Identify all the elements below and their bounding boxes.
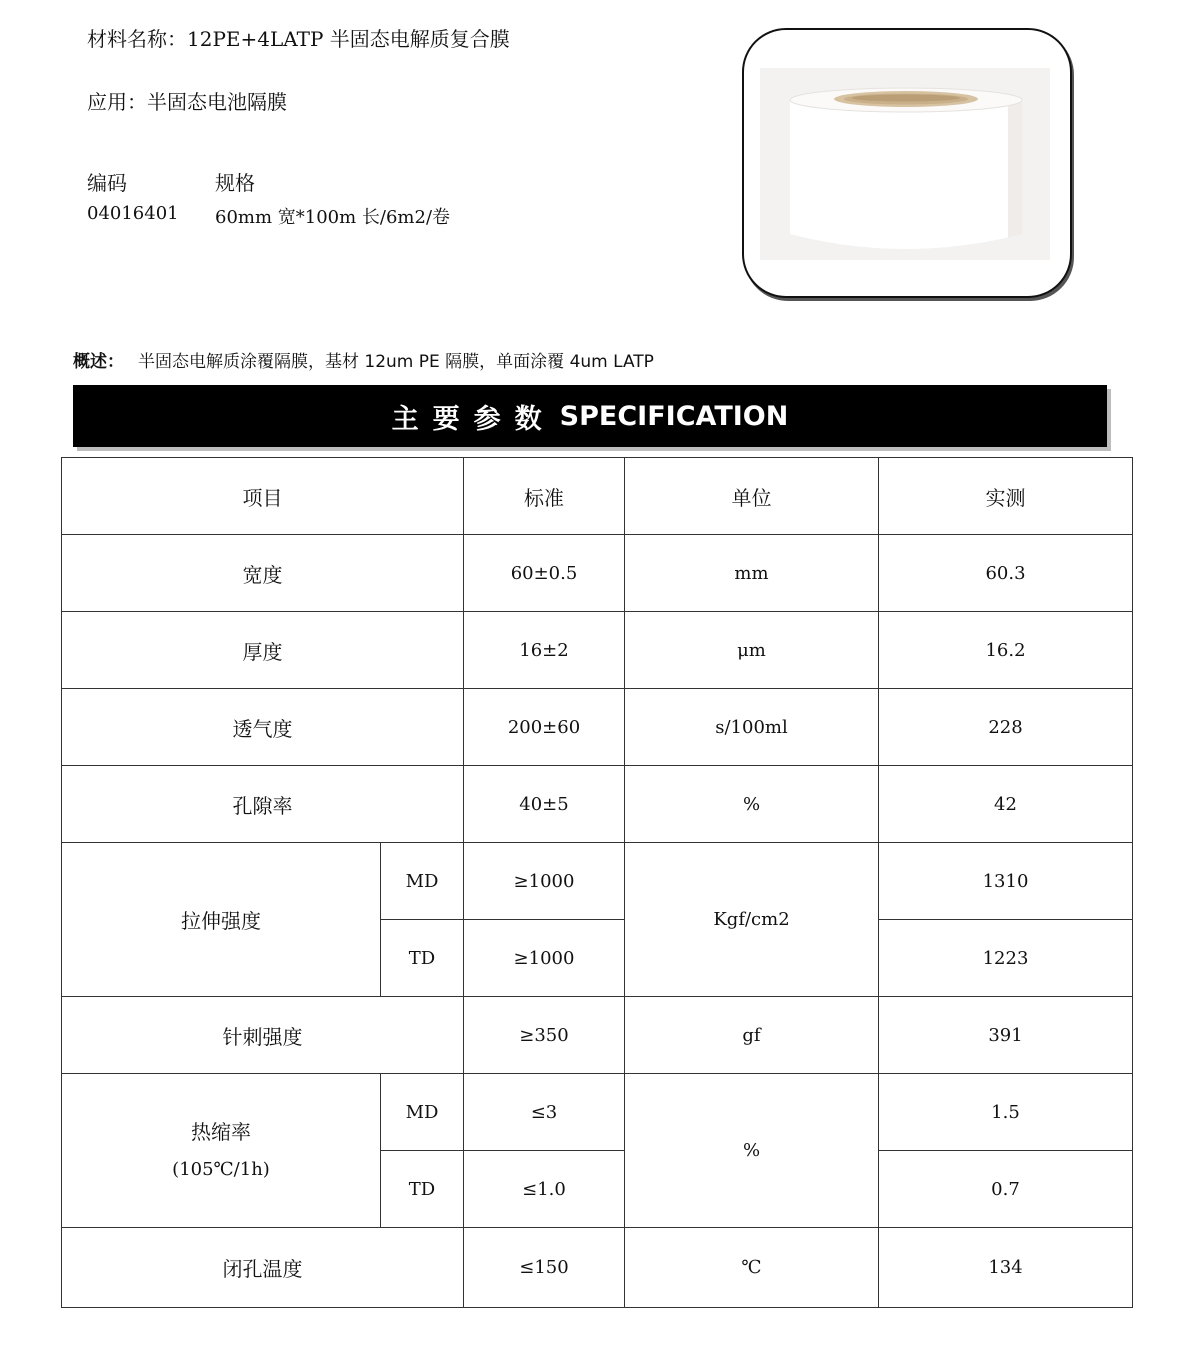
specification-banner: [73, 385, 1107, 447]
standard-cell: 60±0.5: [464, 535, 625, 612]
direction-cell: TD: [381, 920, 464, 997]
standard-cell: ≥1000: [464, 843, 625, 920]
shrinkage-label: 热缩率: [191, 1119, 251, 1144]
table-row-thickness: [62, 612, 1133, 689]
unit-cell: mm: [625, 535, 879, 612]
material-label: 材料名称：: [87, 27, 187, 51]
spec-label: 规格: [215, 171, 255, 195]
application-label: 应用：: [87, 90, 147, 114]
item-cell: 孔隙率: [62, 766, 464, 843]
measured-cell: 60.3: [879, 535, 1133, 612]
table-row-width: [62, 535, 1133, 612]
table-row-porosity: [62, 766, 1133, 843]
direction-cell: MD: [381, 1074, 464, 1151]
header-item: 项目: [62, 458, 464, 535]
spec-value: 60mm 宽*100m 长/6m2/卷: [215, 207, 451, 228]
unit-cell: %: [625, 1074, 879, 1228]
measured-cell: 1310: [879, 843, 1133, 920]
standard-cell: ≤1.0: [464, 1151, 625, 1228]
material-value-cn: 半固态电解质复合膜: [329, 27, 510, 51]
material-value: 12PE+4LATP: [187, 27, 324, 51]
standard-cell: 40±5: [464, 766, 625, 843]
direction-cell: TD: [381, 1151, 464, 1228]
standard-cell: ≤150: [464, 1228, 625, 1308]
specification-table: [61, 457, 1133, 1308]
item-cell: 透气度: [62, 689, 464, 766]
table-header-row: [62, 458, 1133, 535]
item-cell: 宽度: [62, 535, 464, 612]
table-row-shutdown: [62, 1228, 1133, 1308]
standard-cell: 200±60: [464, 689, 625, 766]
unit-cell: ℃: [625, 1228, 879, 1308]
table-row-shrinkage-md: [62, 1074, 1133, 1151]
header-measured: 实测: [879, 458, 1133, 535]
measured-cell: 1.5: [879, 1074, 1133, 1151]
unit-cell: %: [625, 766, 879, 843]
item-cell: 闭孔温度: [62, 1228, 464, 1308]
application-value: 半固态电池隔膜: [147, 90, 287, 114]
shrinkage-condition: (105℃/1h): [172, 1158, 270, 1180]
standard-cell: ≤3: [464, 1074, 625, 1151]
banner-title-en: SPECIFICATION: [559, 400, 789, 432]
unit-cell: s/100ml: [625, 689, 879, 766]
overview-text: 半固态电解质涂覆隔膜，基材 12um PE 隔膜，单面涂覆 4um LATP: [138, 352, 654, 372]
measured-cell: 1223: [879, 920, 1133, 997]
standard-cell: ≥350: [464, 997, 625, 1074]
measured-cell: 42: [879, 766, 1133, 843]
standard-cell: ≥1000: [464, 920, 625, 997]
overview-label: 概述：: [73, 352, 124, 372]
code-label: 编码: [87, 171, 127, 195]
film-roll-image: [760, 68, 1050, 260]
header-unit: 单位: [625, 458, 879, 535]
application-row: [87, 90, 287, 114]
code-value: 04016401: [87, 203, 179, 224]
product-photo-frame: [742, 28, 1072, 298]
item-cell: 针刺强度: [62, 997, 464, 1074]
material-row: [87, 27, 510, 51]
unit-cell: μm: [625, 612, 879, 689]
table-row-permeability: [62, 689, 1133, 766]
standard-cell: 16±2: [464, 612, 625, 689]
measured-cell: 0.7: [879, 1151, 1133, 1228]
banner-title-cn: 主要参数: [391, 403, 556, 435]
measured-cell: 16.2: [879, 612, 1133, 689]
unit-cell: gf: [625, 997, 879, 1074]
table-row-puncture: [62, 997, 1133, 1074]
overview: [73, 347, 654, 372]
measured-cell: 391: [879, 997, 1133, 1074]
direction-cell: MD: [381, 843, 464, 920]
measured-cell: 134: [879, 1228, 1133, 1308]
unit-cell: Kgf/cm2: [625, 843, 879, 997]
header-standard: 标准: [464, 458, 625, 535]
item-cell: 拉伸强度: [62, 843, 381, 997]
item-cell: [62, 1074, 381, 1228]
item-cell: 厚度: [62, 612, 464, 689]
measured-cell: 228: [879, 689, 1133, 766]
table-row-tensile-md: [62, 843, 1133, 920]
